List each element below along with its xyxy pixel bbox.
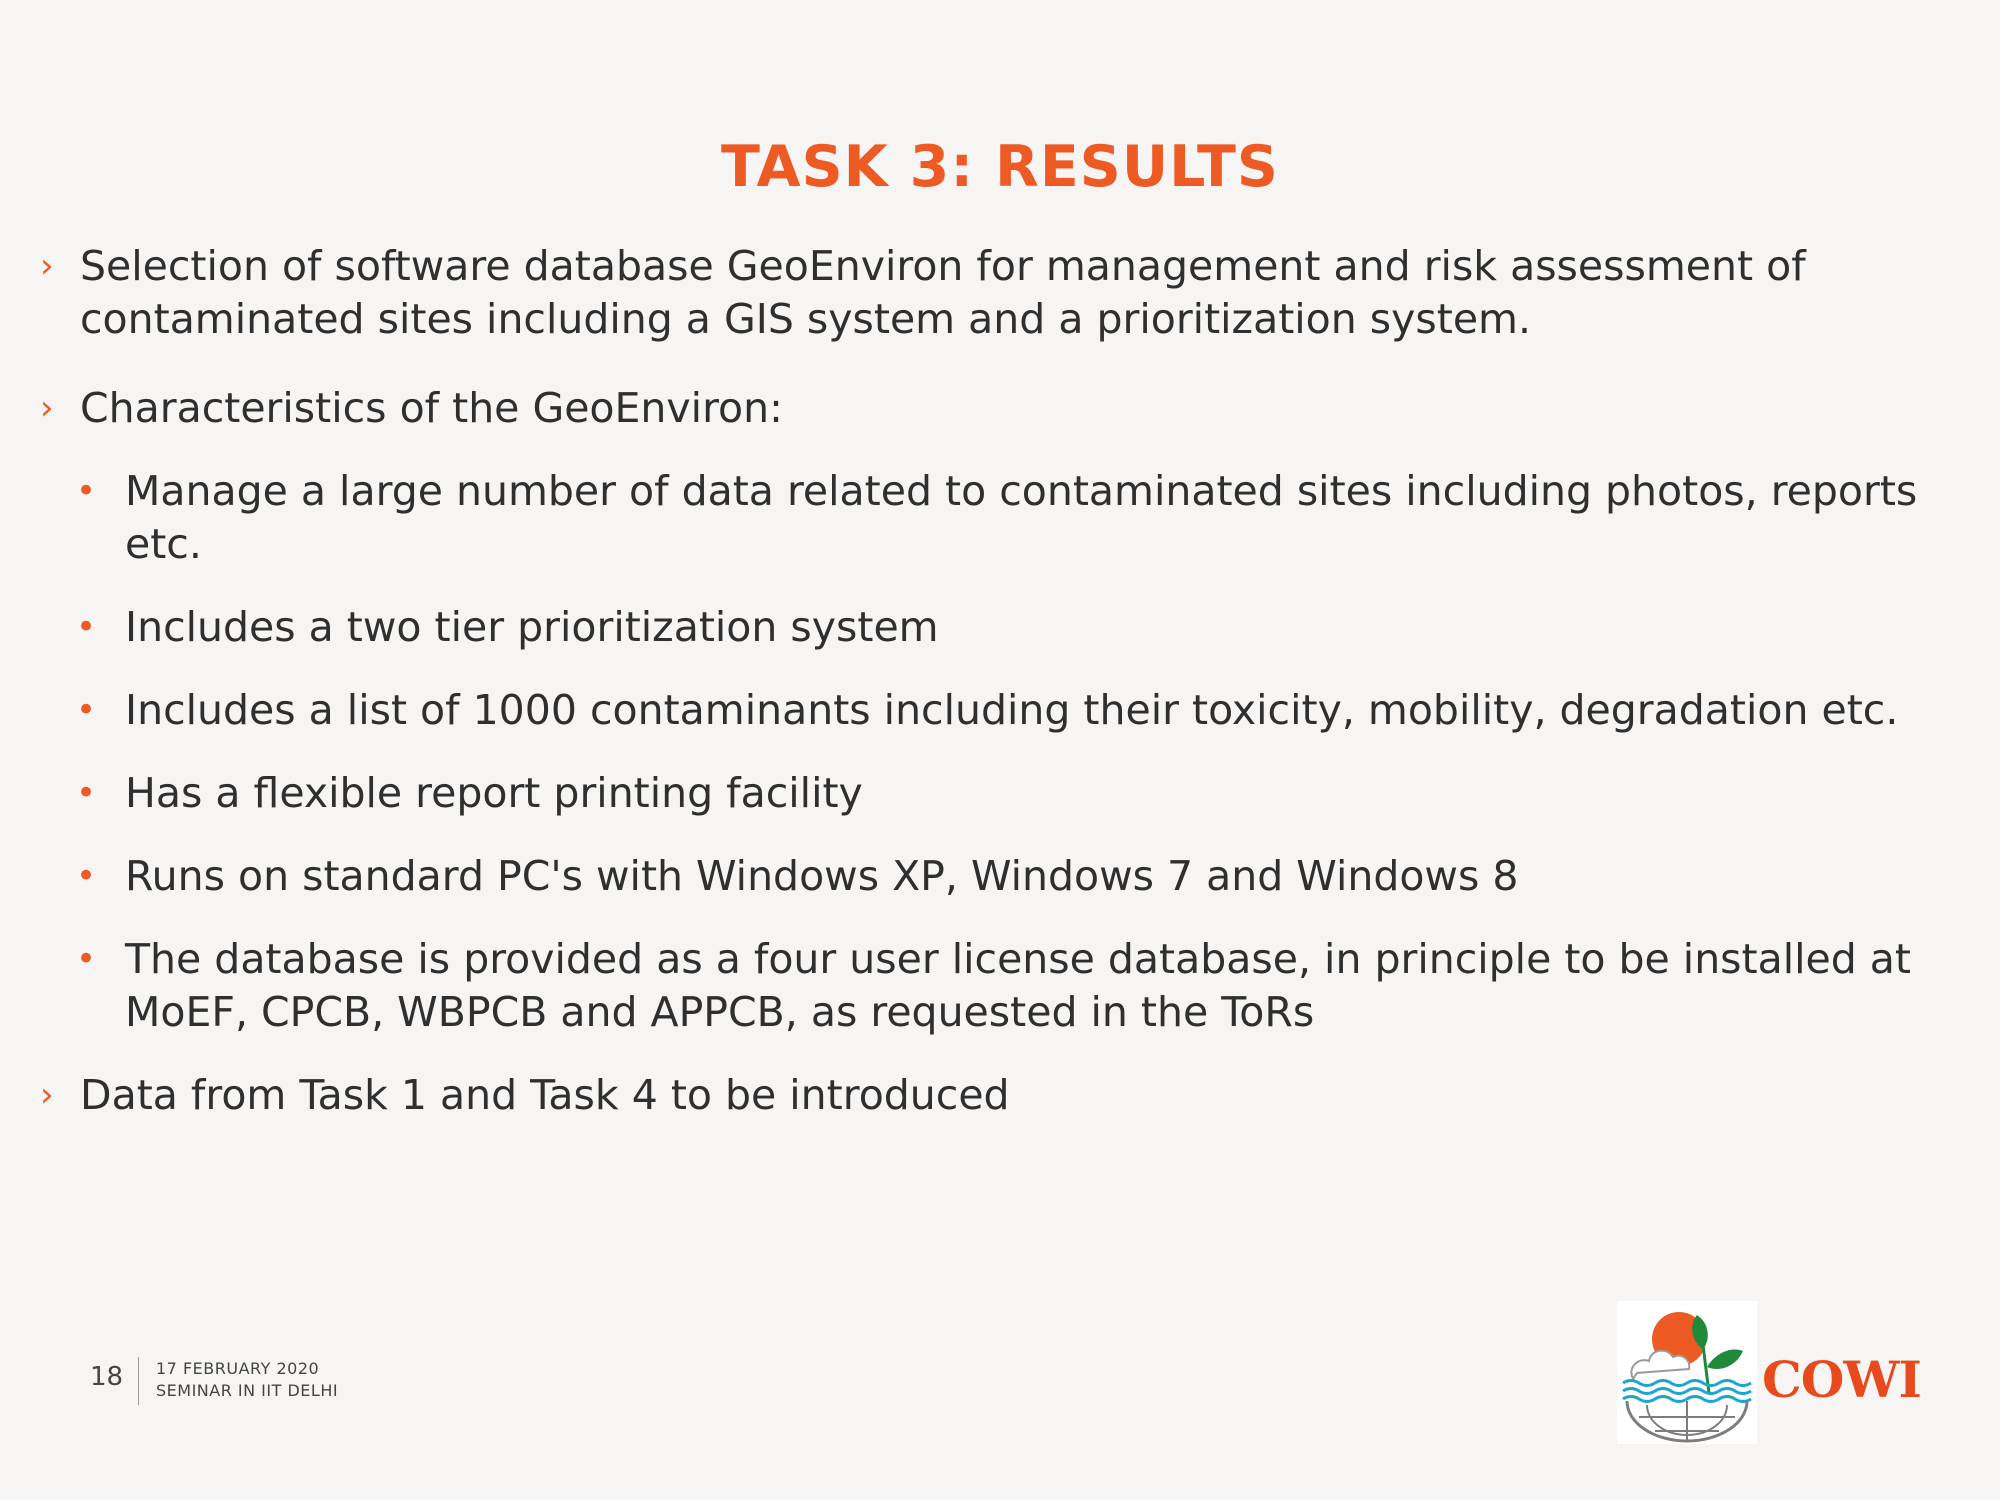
dot-bullet-icon: •	[76, 607, 97, 647]
sub-bullet-text: Manage a large number of data related to contaminated sites including photos, reports etc.	[125, 467, 1918, 568]
cowi-logo-text: COWI	[1762, 1350, 1921, 1409]
chevron-bullet-icon: ›	[40, 388, 54, 428]
emblem-logo	[1617, 1301, 1757, 1444]
dot-bullet-icon: •	[76, 939, 97, 979]
dot-bullet-icon: •	[76, 690, 97, 730]
bullet-item	[40, 240, 1960, 346]
bullet-item	[40, 1069, 1960, 1122]
sub-bullet-text: Has a flexible report printing facility	[125, 769, 863, 817]
sub-bullet-text: Includes a two tier prioritization system	[125, 603, 939, 651]
sub-bullet-item	[40, 850, 1960, 903]
sub-bullet-item	[40, 684, 1960, 737]
page-number: 18	[90, 1362, 124, 1392]
sub-bullet-text: Runs on standard PC's with Windows XP, Windows 7 and Windows 8	[125, 852, 1519, 900]
sub-bullet-item	[40, 767, 1960, 820]
bullet-item	[40, 382, 1960, 435]
bullet-text: Data from Task 1 and Task 4 to be introduced	[80, 1071, 1010, 1119]
dot-bullet-icon: •	[76, 773, 97, 813]
footer-date: 17 FEBRUARY 2020	[156, 1359, 320, 1378]
footer-meta	[156, 1358, 338, 1402]
footer-event: SEMINAR IN IIT DELHI	[156, 1381, 339, 1400]
bullet-text: Selection of software database GeoEnviron for management and risk assessment of contaminated sites including a GIS system and a prioritization system.	[80, 242, 1806, 343]
dot-bullet-icon: •	[76, 856, 97, 896]
chevron-bullet-icon: ›	[40, 1075, 54, 1115]
sub-bullet-text: The database is provided as a four user license database, in principle to be installed at MoEF, CPCB, WBPCB and APPCB, as requested in the ToRs	[125, 935, 1912, 1036]
sub-bullet-item	[40, 465, 1960, 571]
sub-bullet-item	[40, 933, 1960, 1039]
footer-divider	[138, 1357, 139, 1405]
bullet-text: Characteristics of the GeoEnviron:	[80, 384, 783, 432]
chevron-bullet-icon: ›	[40, 246, 54, 286]
slide-title: TASK 3: RESULTS	[721, 134, 1279, 200]
sub-bullet-item	[40, 601, 1960, 654]
dot-bullet-icon: •	[76, 471, 97, 511]
sub-bullet-text: Includes a list of 1000 contaminants including their toxicity, mobility, degradation etc.	[125, 686, 1899, 734]
bullet-list	[40, 240, 1960, 1122]
sun-plant-globe-emblem-icon	[1617, 1301, 1757, 1444]
